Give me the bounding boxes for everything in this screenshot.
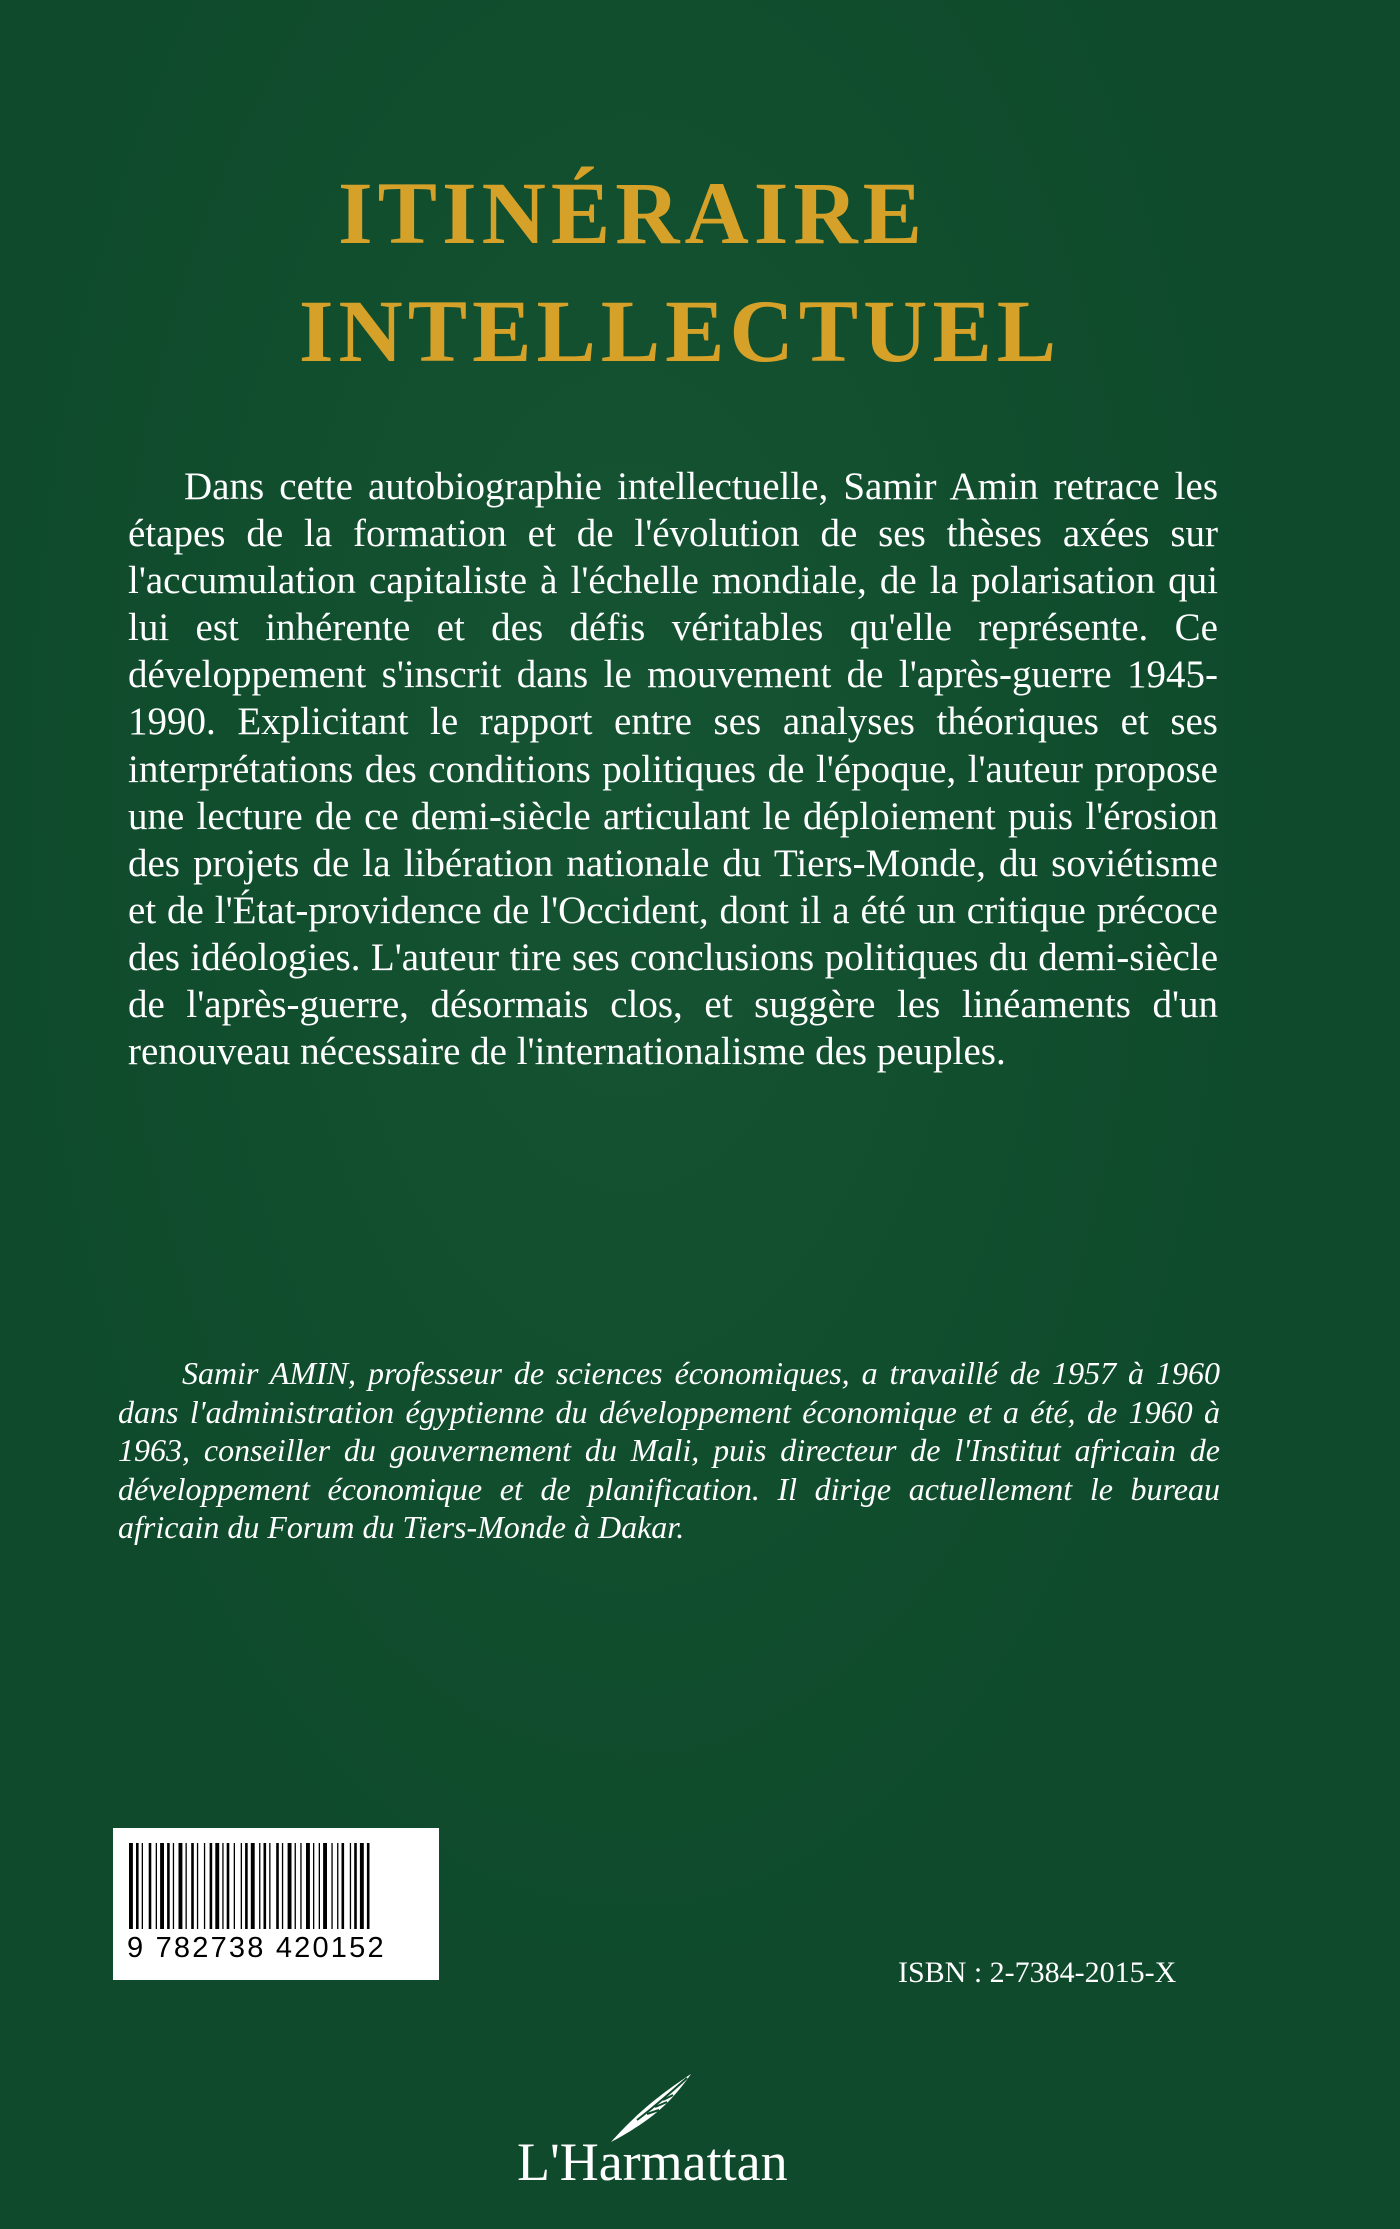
barcode-bar [245,1843,248,1929]
barcode-bar [354,1843,357,1929]
barcode-bar [160,1843,164,1929]
synopsis-paragraph: Dans cette autobiographie intellectuelle, Samir Amin retrace les étapes de la formation et de l'évolution de ses thèses axées sur l'accumulation capitaliste à l'échelle mondiale, de la polarisation qui lui est inhérente et des défis véritables qu'elle représente. Ce développement s'inscrit dans le mouvement de l'après-guerre 1945-1990. Explicitant le rapport entre ses analyses théoriques et ses interprétations des conditions politiques de l'époque, l'auteur propose une lecture de ce demi-siècle articulant le déploiement puis l'érosion des projets de la libération nationale du Tiers-Monde, du soviétisme et de l'État-providence de l'Occident, dont il a été un critique précoce des idéologies. L'auteur tire ses conclusions politiques du demi-siècle de l'après-guerre, désormais clos, et suggère les linéaments d'un renouveau nécessaire de l'internationalisme des peuples. [128,465,1218,1074]
barcode [113,1828,439,1980]
barcode-bar [323,1843,327,1929]
barcode-bar [295,1843,296,1929]
barcode-bar [179,1843,183,1929]
barcode-bar [276,1843,279,1929]
barcode-bar [367,1843,370,1929]
barcode-bar [222,1843,223,1929]
barcode-bar [306,1843,310,1929]
barcode-bar [300,1843,301,1929]
title-line-1: ITINÉRAIRE [337,165,928,263]
barcode-bar [241,1843,242,1929]
barcode-bar [331,1843,332,1929]
publisher-logo [517,2070,917,2190]
barcode-bar [350,1843,351,1929]
barcode-bar [360,1843,364,1929]
barcode-bar [269,1843,270,1929]
barcode-number: 9 782738 420152 [127,1932,386,1964]
barcode-bar [186,1843,187,1929]
barcode-bar [342,1843,345,1929]
barcode-bar [142,1843,143,1929]
barcode-bar [282,1843,283,1929]
barcode-bar [191,1843,194,1929]
barcode-bar [210,1843,213,1929]
barcode-bar [288,1843,292,1929]
barcode-bar [215,1843,219,1929]
barcode-bar [136,1843,139,1929]
barcode-bar [129,1843,133,1929]
barcode-bar [197,1843,198,1929]
barcode-bar [156,1843,157,1929]
barcode-bar [259,1843,260,1929]
barcode-bar [234,1843,235,1929]
barcode-bar [167,1843,170,1929]
title-line-2: INTELLECTUEL [298,283,1062,381]
barcode-bar [264,1843,267,1929]
barcode-bars [127,1843,425,1929]
barcode-bar [319,1843,320,1929]
barcode-bar [227,1843,230,1929]
barcode-bar [251,1843,255,1929]
publisher-name: L'Harmattan [517,2132,788,2192]
author-bio-paragraph: Samir AMIN, professeur de sciences économiques, a travaillé de 1957 à 1960 dans l'administration égyptienne du développement économique et a été, de 1960 à 1963, conseiller du gouvernement du Mali, puis directeur de l'Institut africain de développement économique et de planification. Il dirige actuellement le bureau africain du Forum du Tiers-Monde à Dakar. [118,1355,1220,1545]
barcode-bar [204,1843,205,1929]
isbn: ISBN : 2-7384-2015-X [898,1956,1177,1989]
barcode-bar [337,1843,338,1929]
book-title [180,155,1180,391]
barcode-bar [173,1843,174,1929]
barcode-bar [149,1843,152,1929]
barcode-bar [313,1843,314,1929]
